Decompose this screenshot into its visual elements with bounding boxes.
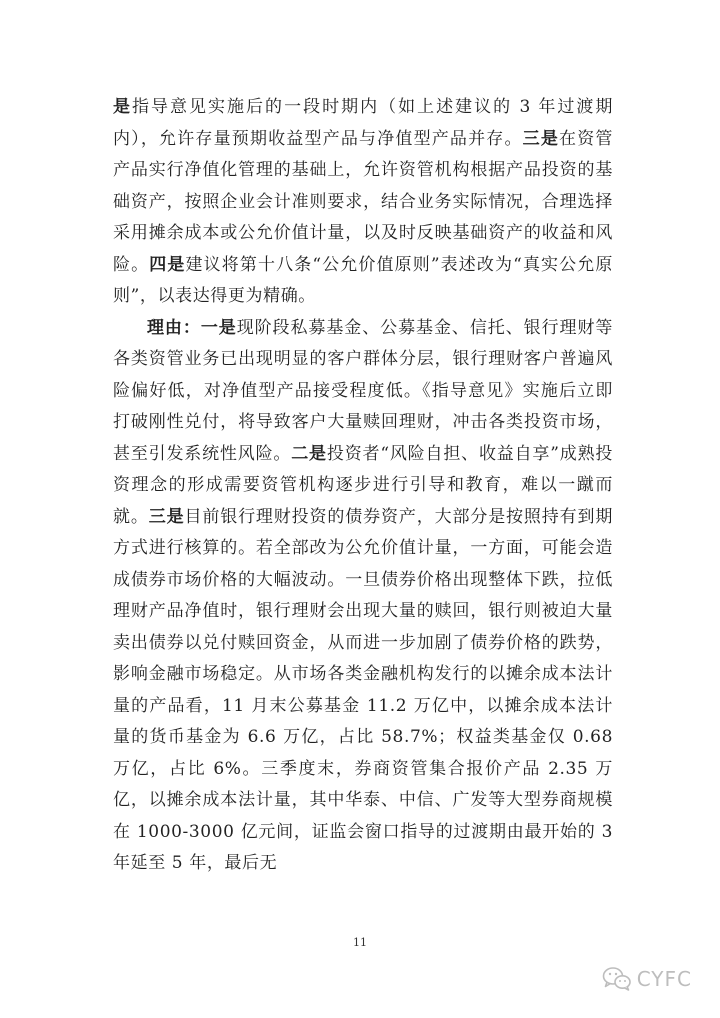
wechat-icon (602, 966, 632, 992)
emphasis-text: 三是 (522, 128, 560, 149)
body-text (113, 92, 613, 880)
emphasis-text: 二是 (291, 443, 327, 464)
body-run: 在资管产品实行净值化管理的基础上，允许资管机构根据产品投资的基础资产，按照企业会计准则要求，结合业务实际情况，合理选择采用摊余成本或公允价值计量，以及时反映基础资产的收益和风险。 (113, 128, 613, 275)
emphasis-text: 一是 (200, 317, 237, 338)
page-number: 11 (353, 936, 367, 949)
watermark-label: CYFC (636, 967, 692, 991)
body-run: 现阶段私募基金、公募基金、信托、银行理财等各类资管业务已出现明显的客户群体分层，银行理财客户普遍风险偏好低，对净值型产品接受程度低。《指导意见》实施后立即打破刚性兑付，将导致客户大量赎回理财，冲击各类投资市场，甚至引发系统性风险。 (113, 317, 613, 464)
body-run: 投资者“风险自担、收益自享”成熟投资理念的形成需要资管机构逐步进行引导和教育，难以一蹴而就。 (113, 443, 614, 527)
paragraph-2 (113, 313, 613, 880)
emphasis-text: 是 (113, 97, 133, 117)
body-run: 指导意见实施后的一段时期内（如上述建议的 3 年过渡期内），允许存量预期收益型产品与净值型产品并存。 (113, 97, 613, 149)
body-run: 建议将第十八条“公允价值原则”表述改为“真实公允原则”，以表达得更为精确。 (113, 254, 614, 306)
body-run: 目前银行理财投资的债券资产，大部分是按照持有到期方式进行核算的。若全部改为公允价值计量，一方面，可能会造成债券市场价格的大幅波动。一旦债券价格出现整体下跌，拉低理财产品净值时，银行理财会出现大量的赎回，银行则被迫大量卖出债券以兑付赎回资金，从而进一步加剧了债券价格的跌势，影响金融市场稳定。从市场各类金融机构发行的以摊余成本法计量的产品看，11 月末公募基金 11.2 万亿中，以摊余成本法计量的货币基金为 6.6 万亿，占比 58.7%；权益类基金仅 0.68 万亿，占比 6%。三季度末，券商资管集合报价产品 2.35 万亿，以摊余成本法计量，其中华泰、中信、广发等大型券商规模在 1000-3000 亿元间，证监会窗口指导的过渡期由最开始的 3 年延至 5 年，最后无 (113, 506, 613, 873)
emphasis-text: 四是 (149, 254, 186, 275)
watermark (602, 966, 692, 992)
emphasis-text: 三是 (148, 506, 185, 527)
paragraph-1 (113, 92, 613, 313)
emphasis-text: 理由： (147, 317, 201, 338)
